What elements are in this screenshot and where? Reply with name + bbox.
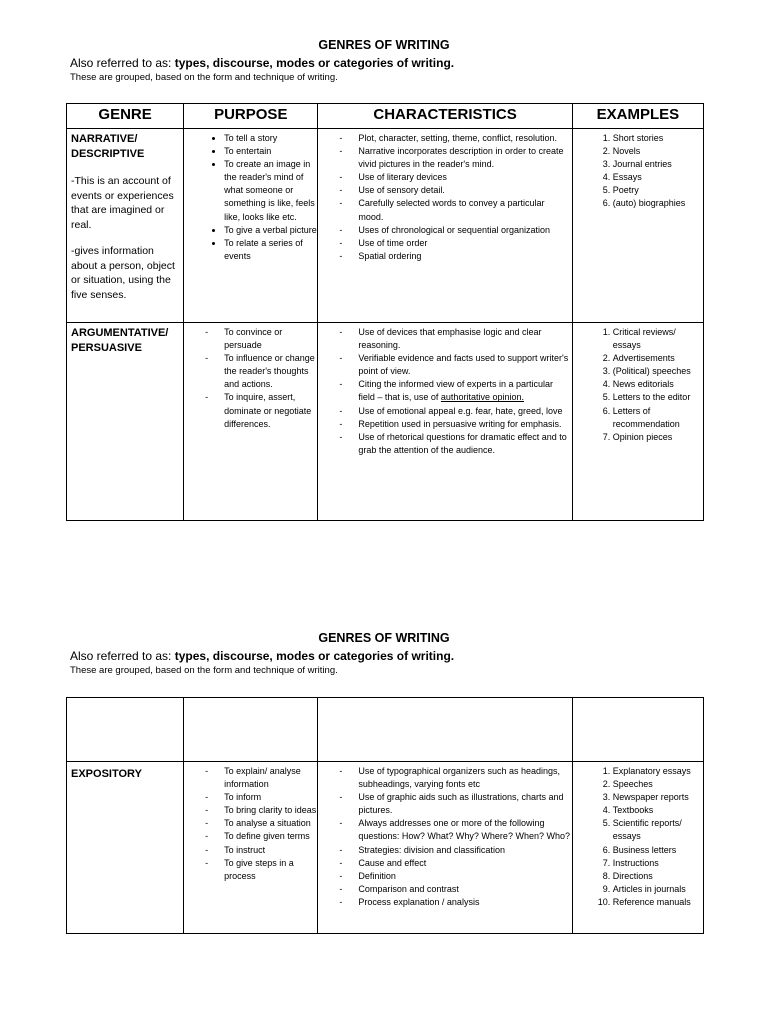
header-genre: GENRE [67,104,184,129]
list-item: - Carefully selected words to convey a particular mood. [358,197,571,223]
genre-name: EXPOSITORY [71,768,142,780]
list-item: - Always addresses one or more of the following questions: How? What? Why? Where? When? Who? [358,817,571,843]
list-item: 3. (Political) speeches [613,365,703,378]
list-item-text: Citing the informed view of experts in a particular field – that is, use of [358,379,553,403]
list-item: - Use of typographical organizers such as headings, subheadings, varying fonts etc [358,765,571,791]
list-item: - Use of time order [358,237,571,250]
genre-name: DESCRIPTIVE [71,148,145,160]
also-bold: types, discourse, modes or categories of writing. [174,56,455,70]
list-item: - Repetition used in persuasive writing for emphasis. [358,418,571,431]
list-item: 6. Letters of recommendation [613,405,703,431]
genres-table-2 [66,697,704,934]
grouping-note: These are grouped, based on the form and technique of writing. [70,72,338,83]
also-prefix: Also referred to as: [70,56,175,70]
list-item: - To influence or change the reader's thoughts and actions. [224,352,317,391]
empty-cell [67,698,184,762]
list-item: 5. Poetry [613,184,703,197]
list-item: - To explain/ analyse information [224,765,317,791]
characteristics-cell [318,762,572,934]
table-row [67,762,704,934]
list-item: • To create an image in the reader's mind of what someone or something is like, feels like, looks like etc. [224,158,317,223]
underlined-phrase: authoritative opinion. [440,392,524,403]
empty-cell [184,698,318,762]
purpose-cell [184,129,318,323]
list-item: - To give steps in a process [224,857,317,883]
list-item: 6. Business letters [613,844,703,857]
examples-cell [572,762,703,934]
header-purpose: PURPOSE [184,104,318,129]
page-title: GENRES OF WRITING [318,631,450,645]
list-item: - Strategies: division and classification [358,844,571,857]
list-item: 7. Instructions [613,857,703,870]
table-row [67,323,704,521]
list-item: - Use of devices that emphasise logic and clear reasoning. [358,326,571,352]
list-item: 1. Critical reviews/ essays [613,326,703,352]
genre-description: -gives information about a person, object or situation, using the five senses. [71,245,175,301]
genre-name: ARGUMENTATIVE/ [71,327,169,339]
list-item: - Process explanation / analysis [358,896,571,909]
list-item: - Definition [358,870,571,883]
list-item: - Uses of chronological or sequential organization [358,224,571,237]
list-item: 10. Reference manuals [613,896,703,909]
characteristics-cell [318,323,572,521]
list-item: 1. Short stories [613,132,703,145]
list-item: 5. Letters to the editor [613,391,703,404]
list-item: - Spatial ordering [358,250,571,263]
genres-table-1 [66,103,704,521]
list-item: 6. (auto) biographies [613,197,703,210]
list-item: - Use of literary devices [358,171,571,184]
grouping-note: These are grouped, based on the form and technique of writing. [70,665,338,676]
list-item: 8. Directions [613,870,703,883]
list-item: 9. Articles in journals [613,883,703,896]
list-item: • To relate a series of events [224,237,317,263]
list-item: - To analyse a situation [224,817,317,830]
list-item: - Use of graphic aids such as illustrations, charts and pictures. [358,791,571,817]
list-item: - To define given terms [224,830,317,843]
list-item: - To inform [224,791,317,804]
list-item: - Plot, character, setting, theme, conflict, resolution. [358,132,571,145]
also-referred-line [70,56,454,70]
genre-cell [67,323,184,521]
list-item: • To give a verbal picture [224,224,317,237]
also-bold: types, discourse, modes or categories of writing. [174,649,455,663]
list-item: - To bring clarity to ideas [224,804,317,817]
genre-name: NARRATIVE/ [71,133,138,145]
list-item [358,378,571,404]
empty-header-row [67,698,704,762]
list-item: - Cause and effect [358,857,571,870]
list-item: - Use of sensory detail. [358,184,571,197]
genre-description: -This is an account of events or experiences that are imagined or real. [71,175,174,231]
list-item: 2. Advertisements [613,352,703,365]
list-item: - To instruct [224,844,317,857]
list-item: 4. News editorials [613,378,703,391]
purpose-cell [184,762,318,934]
list-item: 3. Journal entries [613,158,703,171]
list-item: 2. Speeches [613,778,703,791]
genre-name: PERSUASIVE [71,342,142,354]
list-item: - Verifiable evidence and facts used to support writer's point of view. [358,352,571,378]
genre-cell [67,762,184,934]
list-item: • To entertain [224,145,317,158]
list-item: 7. Opinion pieces [613,431,703,444]
page-title: GENRES OF WRITING [318,38,450,52]
genre-cell [67,129,184,323]
list-item: 4. Textbooks [613,804,703,817]
list-item: 2. Novels [613,145,703,158]
examples-cell [572,323,703,521]
list-item: 3. Newspaper reports [613,791,703,804]
purpose-cell [184,323,318,521]
list-item: - To convince or persuade [224,326,317,352]
header-characteristics: CHARACTERISTICS [318,104,572,129]
list-item: 4. Essays [613,171,703,184]
list-item: • To tell a story [224,132,317,145]
header-examples: EXAMPLES [572,104,703,129]
header-row [67,104,704,129]
list-item: - Use of rhetorical questions for dramatic effect and to grab the attention of the audience. [358,431,571,457]
examples-cell [572,129,703,323]
also-referred-line [70,649,454,663]
empty-cell [318,698,572,762]
list-item: - Use of emotional appeal e.g. fear, hate, greed, love [358,405,571,418]
table-row [67,129,704,323]
list-item: - Narrative incorporates description in order to create vivid pictures in the reader's mind. [358,145,571,171]
also-prefix: Also referred to as: [70,649,175,663]
list-item: - To inquire, assert, dominate or negotiate differences. [224,391,317,430]
empty-cell [572,698,703,762]
characteristics-cell [318,129,572,323]
list-item: 1. Explanatory essays [613,765,703,778]
list-item: - Comparison and contrast [358,883,571,896]
list-item: 5. Scientific reports/ essays [613,817,703,843]
